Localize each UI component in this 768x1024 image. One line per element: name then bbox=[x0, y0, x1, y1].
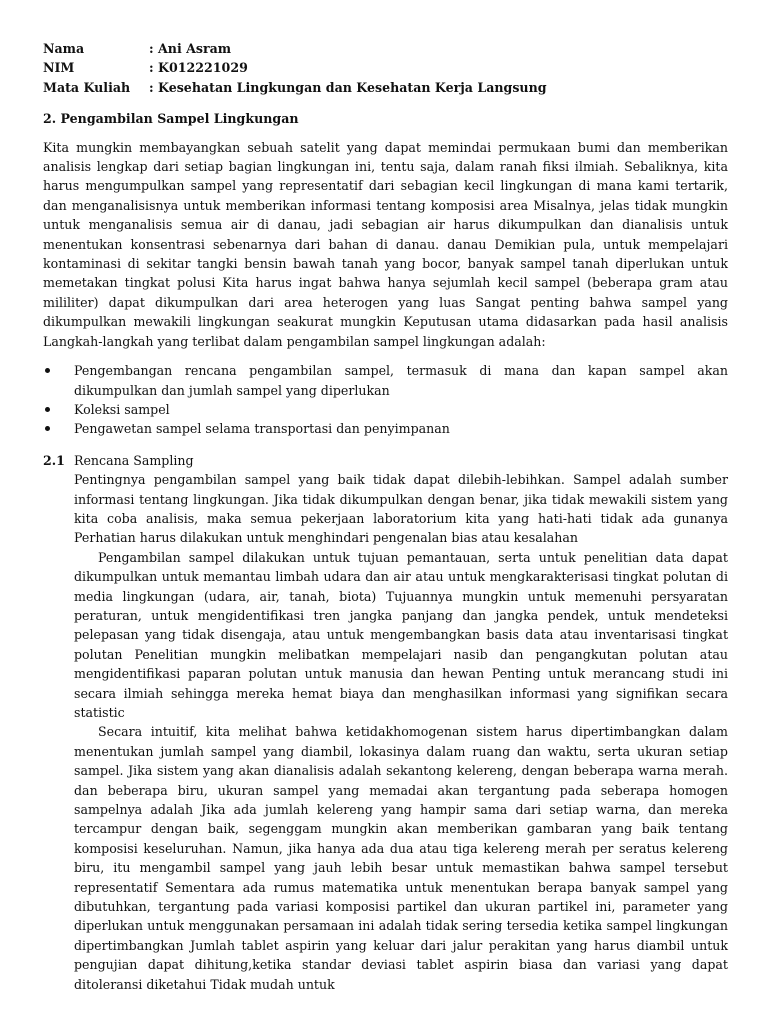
list-item-text: Pengawetan sampel selama transportasi dan penyimpanan bbox=[74, 421, 450, 437]
nim-label: NIM bbox=[43, 60, 75, 76]
nim-value: : K012221029 bbox=[149, 60, 248, 76]
list-item bbox=[43, 419, 728, 438]
bullet-icon bbox=[45, 426, 50, 431]
name-label: Nama bbox=[43, 41, 85, 56]
paragraph-heterogeneity: Secara intuitif, kita melihat bahwa ketidakhomogenan sistem harus dipertimbangkan dalam menentukan jumlah sampel yang diambil, lokasinya dalam ruang dan waktu, serta ukuran setiap sampel. Jika sistem yang akan dianalisis adalah sekantong kelereng, dengan beberapa warna merah. dan beberapa biru, ukuran sampel yang memadai akan tergantung pada seberapa homogen sampelnya adalah Jika ada jumlah kelereng yang hampir sama dari setiap warna, dan mereka tercampur dengan baik, segenggam mungkin akan memberikan gambaran yang baik tentang komposisi keseluruhan. Namun, jika hanya ada dua atau tiga kelereng merah per seratus kelereng biru, itu mengambil sampel yang jauh lebih besar untuk memastikan bahwa sampel tersebut representatif Sementara ada rumus matematika untuk menentukan berapa banyak sampel yang dibutuhkan, tergantung pada variasi komposisi partikel dan ukuran partikel ini, parameter yang diperlukan untuk menggunakan persamaan ini adalah tidak sering tersedia ketika sampel lingkungan dipertimbangkan Jumlah tablet aspirin yang keluar dari jalur perakitan yang harus diambil untuk pengujian dapat dihitung,ketika standar deviasi tablet aspirin biasa dan variasi yang dapat ditoleransi diketahui Tidak mudah untuk bbox=[74, 724, 728, 992]
steps-list bbox=[43, 361, 728, 439]
student-info bbox=[43, 39, 728, 97]
info-row-name bbox=[43, 39, 728, 58]
list-item-text: Pengembangan rencana pengambilan sampel, termasuk di mana dan kapan sampel akan dikumpulkan dan jumlah sampel yang diperlukan bbox=[74, 363, 728, 398]
info-row-nim bbox=[43, 58, 728, 77]
subsection-body bbox=[74, 470, 728, 994]
paragraph-sampling-purpose: Pengambilan sampel dilakukan untuk tujuan pemantauan, serta untuk penelitian data dapat dikumpulkan untuk memantau limbah udara dan air atau untuk mengkarakterisasi tingkat polutan di media lingkungan (udara, air, tanah, biota) Tujuannya mungkin untuk memenuhi persyaratan peraturan, untuk mengidentifikasi tren jangka panjang dan jangka pendek, untuk mendeteksi pelepasan yang tidak disengaja, atau untuk mengembangkan basis data atau inventarisasi tingkat polutan Penelitian mungkin melibatkan mempelajari nasib dan pengangkutan polutan atau mengidentifikasi paparan polutan untuk manusia dan hewan Penting untuk merancang studi ini secara ilmiah sehingga mereka hemat biaya dan menghasilkan informasi yang signifikan secara statistic bbox=[74, 549, 728, 720]
subsection bbox=[43, 451, 728, 994]
intro-paragraph: Kita mungkin membayangkan sebuah satelit yang dapat memindai permukaan bumi dan memberikan analisis lengkap dari setiap bagian lingkungan ini, tentu saja, dalam ranah fiksi ilmiah. Sebaliknya, kita harus mengumpulkan sampel yang representatif dari sebagian kecil lingkungan di mana kami tertarik, dan menganalisisnya untuk memberikan informasi tentang komposisi area Misalnya, jelas tidak mungkin untuk menganalisis semua air di danau, jadi sebagian air harus dikumpulkan dan dianalisis untuk menentukan konsentrasi sebenarnya dari bahan di danau. danau Demikian pula, untuk mempelajari kontaminasi di sekitar tangki bensin bawah tanah yang bocor, banyak sampel tanah diperlukan untuk memetakan tingkat polusi Kita harus ingat bahwa hanya sejumlah kecil sampel (beberapa gram atau mililiter) dapat dikumpulkan dari area heterogen yang luas Sangat penting bahwa sampel yang dikumpulkan mewakili lingkungan seakurat mungkin Keputusan utama didasarkan pada hasil analisis Langkah-langkah yang terlibat dalam pengambilan sampel lingkungan adalah: bbox=[43, 139, 728, 349]
name-value: : Ani Asram bbox=[149, 41, 232, 56]
subsection-heading bbox=[43, 451, 728, 470]
course-label: Mata Kuliah bbox=[43, 79, 131, 95]
info-row-course bbox=[43, 78, 728, 97]
section-title: 2. Pengambilan Sampel Lingkungan bbox=[43, 111, 299, 127]
list-item bbox=[43, 361, 728, 400]
paragraph-sampling-importance: Pentingnya pengambilan sampel yang baik tidak dapat dilebih-lebihkan. Sampel adalah sumber informasi tentang lingkungan. Jika tidak dikumpulkan dengan benar, jika tidak mewakili sistem yang kita coba analisis, maka semua pekerjaan laboratorium kita yang hati-hati tidak ada gunanya Perhatian harus dilakukan untuk menghindari pengenalan bias atau kesalahan bbox=[74, 472, 728, 546]
list-item-text: Koleksi sampel bbox=[74, 401, 170, 417]
bullet-icon bbox=[45, 368, 50, 373]
course-value: : Kesehatan Lingkungan dan Kesehatan Kerja Langsung bbox=[149, 79, 547, 95]
bullet-icon bbox=[45, 407, 50, 412]
subsection-number: 2.1 bbox=[43, 452, 65, 468]
list-item bbox=[43, 400, 728, 419]
subsection-title: Rencana Sampling bbox=[74, 452, 194, 468]
